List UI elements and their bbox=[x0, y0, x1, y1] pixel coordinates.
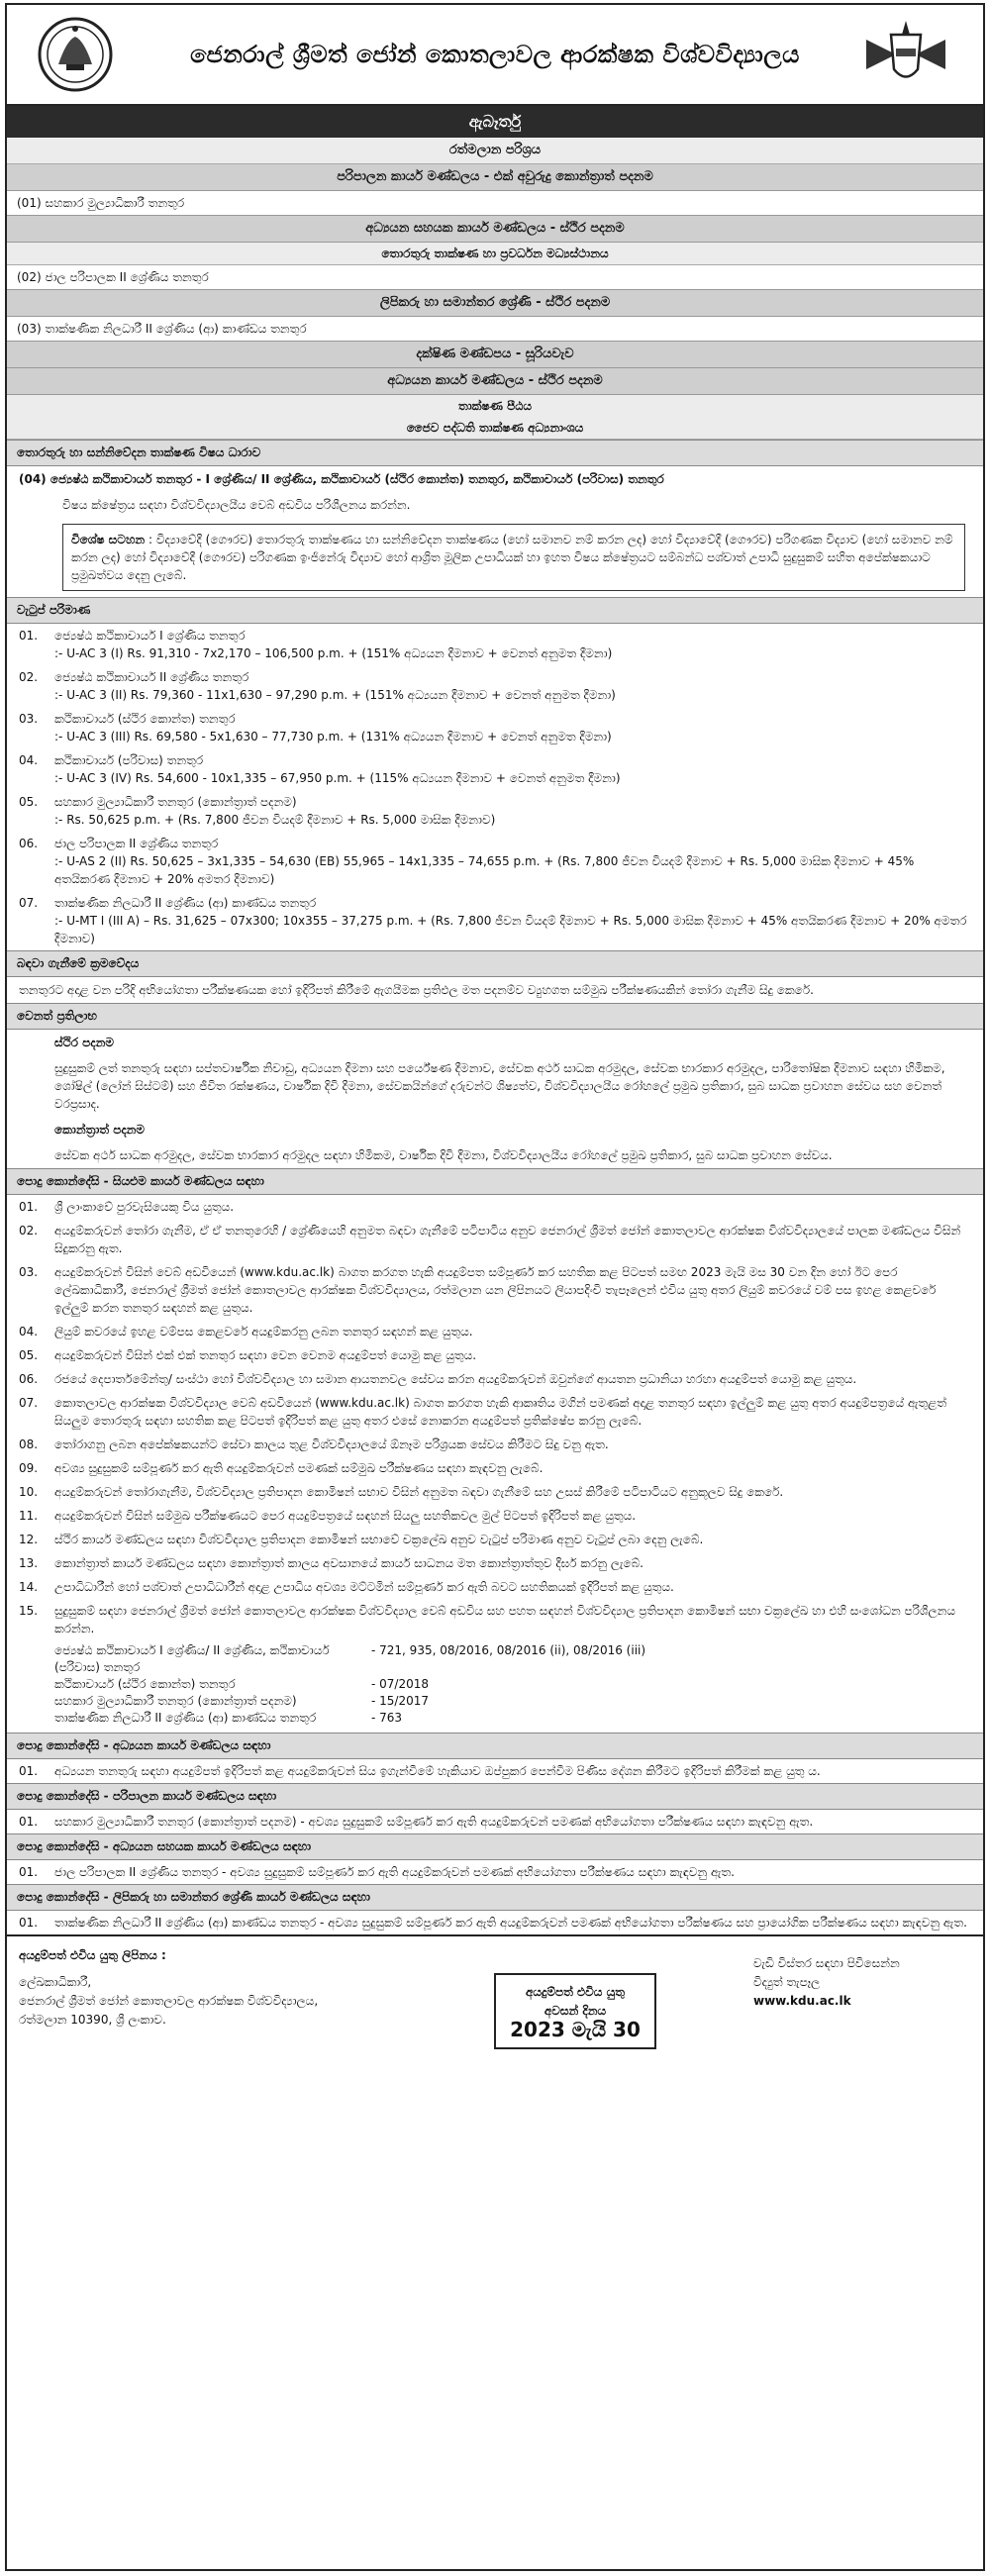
clerical-condition: 01. තාක්ෂණික නිලධාරී II ශ්‍රේණිය (ආ) කාණ්ඩය තනතුර - අවශ්‍ය සුදුසුකම් සම්පූර්ණ කර ඇති අයදුම්කරුවන් පමණක් අභියෝගතා පරීක්ෂණය සහ ප්‍රායෝගික පරීක්ෂණය සඳහා කැඳවනු ඇත. bbox=[19, 1916, 967, 1930]
permanent-basis-label: ස්ථිර පදනම bbox=[54, 1036, 115, 1049]
footer bbox=[7, 1934, 983, 2085]
post-03: (03) තාක්ෂණික නිලධාරී II ශ්‍රේණිය (ආ) කාණ්ඩය තනතුර bbox=[7, 317, 983, 342]
salary-item: 01. ජ්‍යෙෂ්ඨ කථිකාචාර්ය I ශ්‍රේණිය තනතුර :- U-AC 3 (I) Rs. 91,310 - 7x2,170 – 106,500 p.m. + (151% අධ්‍යයන දීමනාව + වෙනත් අනුමත දීමනා) bbox=[19, 629, 613, 660]
condition-item: 06. රජයේ දෙපාර්තමේන්තු/ සංස්ථා හෝ විශ්වවිද්‍යාල හා සමාන ආයතනවල සේවය කරන අයදුම්කරුවන් ඔවුන්ගේ ආයතන ප්‍රධානියා හරහා අයදුම්පත් යොමු කළ යුතුය. bbox=[19, 1372, 857, 1386]
selection-text: තනතුරට අදාළ වන පරිදි අභියෝගතා පරීක්ෂණයක හෝ ඉදිරිපත් කිරීමේ ඇගයීමක ප්‍රතිඵල මත පදනම්ව ව්‍යුහගත සම්මුඛ පරීක්ෂණයකින් තෝරා ගැනීම සිදු කෙරේ. bbox=[19, 983, 814, 997]
general-conditions-heading: පොදු කොන්දේසි - සියළුම කාර්ය මණ්ඩලය සඳහා bbox=[7, 1168, 983, 1195]
category-3-title: ලිපිකරු හා සමාන්තර ශ්‍රේණි - ස්ථිර පදනම bbox=[7, 290, 983, 317]
permanent-basis-text: සුදුසුකම් ලත් තනතුරු සඳහා සප්තවාර්ෂික නිවාඩු, අධ්‍යයන දීමනා සහ පර්යේෂණ දීමනාව, සේවක අර්ථ සාධක අරමුදල, සේවක භාරකාර අරමුදල, පාරිතෝෂික දීමනාව සඳහා හිමිකම, ශෝෂිල් (ලෝන් සිස්ටම්) සහ ජීවිත රක්ෂණය, වාර්ෂික දිවි දීමනා, සේවකයින්ගේ දරුවන්ට ශිෂ්‍යත්ව, විශ්වවිද්‍යාලයීය රෝහලේ ප්‍රමුඛ ප්‍රතිකාර, සුබ සාධක ප්‍රවාහන සේවය සහ වෙනත් වරප්‍රසාද. bbox=[54, 1061, 945, 1111]
salary-item: 04. කථිකාචාර්ය (පරිවාස) තනතුර :- U-AC 3 (IV) Rs. 54,600 - 10x1,335 – 67,950 p.m. + (115% අධ්‍යයන දීමනාව + වෙනත් අනුමත දීමනා) bbox=[19, 753, 621, 785]
university-title: ජෙනරාල් ශ්‍රීමත් ජෝන් කොතලාවල ආරක්ෂක විශ්වවිද්‍යාලය bbox=[190, 41, 800, 68]
condition-item: 14. උපාධිධාරීන් හෝ පශ්චාත් උපාධිධාරීන් අදාළ උපාධිය අවශ්‍ය මට්ටමින් සම්පූර්ණ කර ඇති බවට සහතිකයක් ඉදිරිපත් කළ යුතුය. bbox=[19, 1580, 674, 1594]
condition-item: 01. ශ්‍රී ලාංකාවේ පුරවැසියෙකු විය යුතුය. bbox=[19, 1200, 235, 1214]
admin-condition: 01. සහකාර මුල්‍යාධිකාරී තනතුර (කොන්ත්‍රාත් පදනම) - අවශ්‍ය සුදුසුකම් සම්පූර්ණ කර ඇති අයදුම්කරුවන් පමණක් අභියෝගතා පරීක්ෂණය සඳහා කැඳවනු ඇත. bbox=[19, 1815, 814, 1829]
condition-item: 08. තෝරාගනු ලබන අපේක්ෂකයන්ට සේවා කාලය තුළ විශ්වවිද්‍යාලයේ ඕනෑම පරිශ්‍රයක සේවය කිරීමට සිදු වනු ඇත. bbox=[19, 1437, 609, 1451]
salary-list bbox=[7, 624, 983, 950]
condition-item: 09. අවශ්‍ය සුදුසුකම් සම්පූර්ණ කර ඇති අයදුම්කරුවන් පමණක් සම්මුඛ පරීක්ෂණය සඳහා කැඳවනු ලැබේ. bbox=[19, 1461, 544, 1475]
condition-item: 11. අයදුම්කරුවන් විසින් සම්මුඛ පරීක්ෂණයට පෙර අයදුම්පත්‍රයේ සඳහන් සියලු සහතිකවල මුල් පිටපත් ඉදිරිපත් කළ යුතුය. bbox=[19, 1509, 637, 1523]
more-info: වැඩි විස්තර සඳහා පිවිසෙන්න විද්‍යුත් තැපෑල www.kdu.ac.lk bbox=[684, 1936, 983, 2085]
post-04: (04) ජ්‍යෙෂ්ඨ කථිකාචාර්ය තනතුර - I ශ්‍රේණිය/ II ශ්‍රේණිය, කථිකාචාර්ය (ස්ථිර කොන්ත) තනතුර, කථිකාචාර්ය (පරිවාස) තනතුර bbox=[19, 472, 664, 486]
assistant-condition: 01. ජාල පරිපාලක II ශ්‍රේණිය තනතුර - අවශ්‍ය සුදුසුකම් සම්පූර්ණ කර ඇති අයදුම්කරුවන් පමණක් අභියෝගතා පරීක්ෂණය සඳහා කැඳවනු ඇත. bbox=[19, 1865, 735, 1879]
contract-basis-text: සේවක අර්ථ සාධක අරමුදල, සේවක භාරකාර අරමුදල සඳහා හිමිකම, වාර්ෂික දිවි දීමනා, විශ්වවිද්‍යාලයීය රෝහලේ ප්‍රමුඛ ප්‍රතිකාර, සුබ සාධක ප්‍රවාහන සේවය. bbox=[54, 1148, 833, 1162]
post-02: (02) ජාල පරිපාලක II ශ්‍රේණිය තනතුර bbox=[7, 265, 983, 290]
circular-row: සහකාර මුල්‍යාධිකාරී තනතුර (කොන්ත්‍රාත් පදනම) - 15/2017 bbox=[54, 1694, 429, 1708]
condition-item: 03. අයදුම්කරුවන් විසින් වෙබ් අඩවියෙන් (www.kdu.ac.lk) බාගත කරගත හැකි අයදුම්පත සම්පූර්ණ කර සහතික කළ පිටපත් සමඟ 2023 මැයි මස 30 වන දින හෝ ඊට පෙර ලේඛකාධිකාරී, ජෙනරාල් ශ්‍රීමත් ජෝන් කොතලාවල ආරක්ෂක විශ්වවිද්‍යාලය, රත්මලාන යන ලිපිනයට ලියාපදිංචි තැපෑලෙන් එවිය යුතු අතර ලියුම් කවරයේ වම් පස ඉහළ කෙළවරේ ඉල්ලුම් කරන තනතුර සඳහන් කළ යුතුය. bbox=[19, 1265, 937, 1315]
sri-lanka-emblem-icon bbox=[37, 15, 114, 94]
salary-item: 06. ජාල පරිපාලක II ශ්‍රේණිය තනතුර :- U-AS 2 (II) Rs. 50,625 – 3x1,335 – 54,630 (EB) 55,965 – 14x1,335 – 74,655 p.m. + (Rs. 7,800 ජීවන වියදම් දීමනාව + Rs. 5,000 මාසික දීමනාව + 45% අතයිකරණ දීමනාව + 20% අමතර දීමනාව) bbox=[19, 837, 915, 886]
circulars-table bbox=[7, 1640, 983, 1733]
campus-ratmalana: රත්මලාන පරිශ්‍රය bbox=[7, 138, 983, 164]
kdu-crest-icon bbox=[856, 15, 955, 94]
academic-condition: 01. අධ්‍යයන තනතුරු සඳහා අයදුම්පත් ඉදිරිපත් කළ අයදුම්කරුවන් සිය ඉගැන්වීමේ හැකියාව ඔප්පුකර පෙන්වීම පිණිස දේශන කිරීමට ඉදිරිපත් කිරීමක් කළ යුතු ය. bbox=[19, 1764, 821, 1778]
benefits-heading: වෙනත් ප්‍රතිලාභ bbox=[7, 1003, 983, 1030]
condition-item: 13. කොන්ත්‍රාත් කාර්ය මණ්ඩලය සඳහා කොන්ත්‍රාත් කාලය අවසානයේ කාර්ය සාධනය මත කොන්ත්‍රාත්තුව දීර්ඝ කරනු ලැබේ. bbox=[19, 1556, 644, 1570]
category-2-title: අධ්‍යයන සහයක කාර්ය මණ්ඩලය - ස්ථිර පදනම bbox=[7, 216, 983, 243]
post-04-note: විෂය ක්ෂේත්‍රය සඳහා විශ්වවිද්‍යාලයීය වෙබ් අඩවිය පරිශීලනය කරන්න. bbox=[62, 498, 411, 512]
academic-conditions-heading: පොදු කොන්දේසි - අධ්‍යයන කාර්ය මණ්ඩලය සඳහා bbox=[7, 1733, 983, 1759]
special-note-text: : විද්‍යාවේදී (ගෞරව) තොරතුරු තාක්ෂණය හා සන්නිවේදන තාක්ෂණය (හෝ සමානව නම් කරන ලද) හෝ විද්‍යාවේදී (ගෞරව) පරිගණක විද්‍යාව (හෝ සමානව නම් කරන ලද) හෝ විද්‍යාවේදී (ගෞරව) පරිගණක ඉංජිනේරු විද්‍යාව හෝ ආශ්‍රිත මූලික උපාධියක් හා ඉහත විෂය ක්ෂේත්‍රයට සම්බන්ධ පශ්චාත් උපාධි සුදුසුකම් සහිත අපේක්ෂකයාට ප්‍රමුඛත්වය දෙනු ලැබේ. bbox=[71, 533, 953, 582]
general-conditions-list bbox=[7, 1195, 983, 1640]
condition-item: 12. ස්ථිර කාර්ය මණ්ඩලය සඳහා විශ්වවිද්‍යාල ප්‍රතිපාදන කොමිෂන් සභාවේ චක්‍රලේඛ අනුව වැටුප් පරිමාණ අනුව වැටුප් ලබා දෙනු ලැබේ. bbox=[19, 1533, 704, 1546]
admin-conditions-heading: පොදු කොන්දේසි - පරිපාලන කාර්ය මණ්ඩලය සඳහා bbox=[7, 1783, 983, 1810]
website-link[interactable]: www.kdu.ac.lk bbox=[753, 1994, 851, 2008]
condition-item: 07. කොතලාවල ආරක්ෂක විශ්වවිද්‍යාල වෙබ් අඩවියෙන් (www.kdu.ac.lk) බාගත කරගත හැකි ආකෘතිය මගින් පමණක් අදාළ තනතුර සඳහා ඉල්ලුම් කළ යුතු අතර අයදුම්පත්‍රයේ ඇතුළත් සියලුම තොරතුරු සඳහා සහතික කළ පිටපත් ඉදිරිපත් කළ යුතු අතර එසේ නොකරන අයදුම්පත් ප්‍රතික්ෂේප කරනු ලැබේ. bbox=[19, 1396, 947, 1428]
selection-heading: බඳවා ගැනීමේ ක්‍රමවේදය bbox=[7, 950, 983, 977]
banner-vacancies: ඇබෑර්තු bbox=[7, 106, 983, 138]
condition-item: 10. අයදුම්කරුවන් තෝරාගැනීම, විශ්වවිද්‍යාල ප්‍රතිපාදන කොමිෂන් සභාව විසින් අනුමත බඳවා ගැනීමේ සහ උසස් කිරීමේ පටිපාටියට අනුකූලව සිදු කෙරේ. bbox=[19, 1485, 784, 1499]
circular-row: කථිකාචාර්ය (ස්ථිර කොන්ත) තනතුර - 07/2018 bbox=[54, 1677, 429, 1691]
postal-address: අයදුම්පත් එවිය යුතු ලිපිනය : ලේඛකාධිකාරී, ජෙනරාල් ශ්‍රීමත් ජෝන් කොතලාවල ආරක්ෂක විශ්වවිද්‍යාලය, රත්මලාන 10390, ශ්‍රී ලංකාව. bbox=[19, 1948, 319, 2027]
clerical-conditions-heading: පොදු කොන්දේසි - ලිපිකරු හා සමාන්තර ශ්‍රේණි කාර්ය මණ්ඩලය සඳහා bbox=[7, 1884, 983, 1911]
condition-item: 15. සුදුසුකම් සඳහා ජෙනරාල් ශ්‍රීමත් ජෝන් කොතලාවල ආරක්ෂක විශ්වවිද්‍යාල වෙබ් අඩවිය සහ පහත සඳහන් විශ්වවිද්‍යාල ප්‍රතිපාදන කොමිෂන් සභා චක්‍රලේඛ හා එහි සංශෝධන පරිශීලනය කරන්න. bbox=[19, 1604, 956, 1635]
department-name: ජෛව පද්ධති තාක්ෂණ අධ්‍යනාංශය bbox=[7, 417, 983, 440]
header bbox=[7, 5, 983, 106]
category-4-title: අධ්‍යයන කාර්ය මණ්ඩලය - ස්ථිර පදනම bbox=[7, 368, 983, 395]
circular-row: ජ්‍යෙෂ්ඨ කථිකාචාර්ය I ශ්‍රේණිය/ II ශ්‍රේණිය, කථිකාචාර්ය (පරිවාස) තනතුර - 721, 935, 08/2016, 08/2016 (ii), 08/2016 (iii) bbox=[54, 1643, 646, 1674]
salary-item: 07. තාක්ෂණික නිලධාරී II ශ්‍රේණිය (ආ) කාණ්ඩය තනතුර :- U-MT I (III A) – Rs. 31,625 – 07x300; 10x355 – 37,275 p.m. + (Rs. 7,800 ජීවන වියදම් දීමනාව + Rs. 5,000 මාසික දීමනාව + 45% අතයිකරණ දීමනාව + 20% අමතර දීමනාව) bbox=[19, 896, 967, 945]
salary-heading: වැටුප් පරිමාණ bbox=[7, 597, 983, 624]
advertisement-page bbox=[5, 3, 985, 2571]
closing-date-box: අයදුම්පත් එවිය යුතු අවසන් දිනය 2023 මැයි 30 bbox=[466, 1936, 684, 2085]
salary-item: 02. ජ්‍යෙෂ්ඨ කථිකාචාර්ය II ශ්‍රේණිය තනතුර :- U-AC 3 (II) Rs. 79,360 - 11x1,630 – 97,290 p.m. + (151% අධ්‍යයන දීමනාව + වෙනත් අනුමත දීමනා) bbox=[19, 670, 616, 702]
special-note-label: විශේෂ සටහන bbox=[71, 533, 146, 546]
category-2-subtitle: තොරතුරු තාක්ෂණ හා ප්‍රවර්ධන මධ්‍යස්ථානය bbox=[7, 243, 983, 265]
post-01: (01) සහකාර මුල්‍යාධිකාරී තනතුර bbox=[7, 191, 983, 216]
condition-item: 02. අයදුම්කරුවන් තෝරා ගැනීම, ඒ ඒ තනතුරෙහි / ශ්‍රේණියෙහි අනුමත බඳවා ගැනීමේ පටිපාටිය අනුව ජෙනරාල් ශ්‍රීමත් ජෝන් කොතලාවල ආරක්ෂක විශ්වවිද්‍යාලයේ පාලක මණ්ඩලය විසින් සිදුකරනු ඇත. bbox=[19, 1224, 961, 1255]
subject-stream-heading: තොරතුරු හා සන්නිවේදන තාක්ෂණ විෂය ධාරාව bbox=[7, 440, 983, 466]
salary-item: 03. කථිකාචාර්ය (ස්ථිර කොන්ත) තනතුර :- U-AC 3 (III) Rs. 69,580 - 5x1,630 – 77,730 p.m. + (131% අධ්‍යයන දීමනාව + වෙනත් අනුමත දීමනා) bbox=[19, 712, 612, 743]
condition-item: 04. ලියුම් කවරයේ ඉහළ වම්පස කෙළවරේ අයදුම්කරනු ලබන තනතුර සඳහන් කළ යුතුය. bbox=[19, 1325, 473, 1338]
salary-item: 05. සහකාර මුල්‍යාධිකාරී තනතුර (කොන්ත්‍රාත් පදනම) :- Rs. 50,625 p.m. + (Rs. 7,800 ජීවන වියදම් දීමනාව + Rs. 5,000 මාසික දීමනාව) bbox=[19, 795, 496, 827]
contract-basis-label: කොන්ත්‍රාත් පදනම bbox=[54, 1123, 146, 1137]
campus-sooriyawewa: දක්ෂිණ මණ්ඩපය - සූරියවැව bbox=[7, 342, 983, 368]
category-1-title: පරිපාලන කාර්ය මණ්ඩලය - එක් අවුරුදු කොන්ත්‍රාත් පදනම bbox=[7, 164, 983, 191]
condition-item: 05. අයදුම්කරුවන් විසින් එක් එක් තනතුර සඳහා වෙන වෙනම අයදුම්පත් යොමු කළ යුතුය. bbox=[19, 1348, 477, 1362]
circular-row: තාක්ෂණික නිලධාරී II ශ්‍රේණිය (ආ) කාණ්ඩය තනතුර - 763 bbox=[54, 1711, 403, 1725]
special-note-box bbox=[62, 524, 965, 591]
faculty-name: තාක්ෂණ පීඨය bbox=[7, 395, 983, 417]
assistant-conditions-heading: පොදු කොන්දේසි - අධ්‍යයන සහයක කාර්ය මණ්ඩලය සඳහා bbox=[7, 1833, 983, 1860]
closing-date: 2023 මැයි 30 bbox=[510, 2017, 641, 2041]
